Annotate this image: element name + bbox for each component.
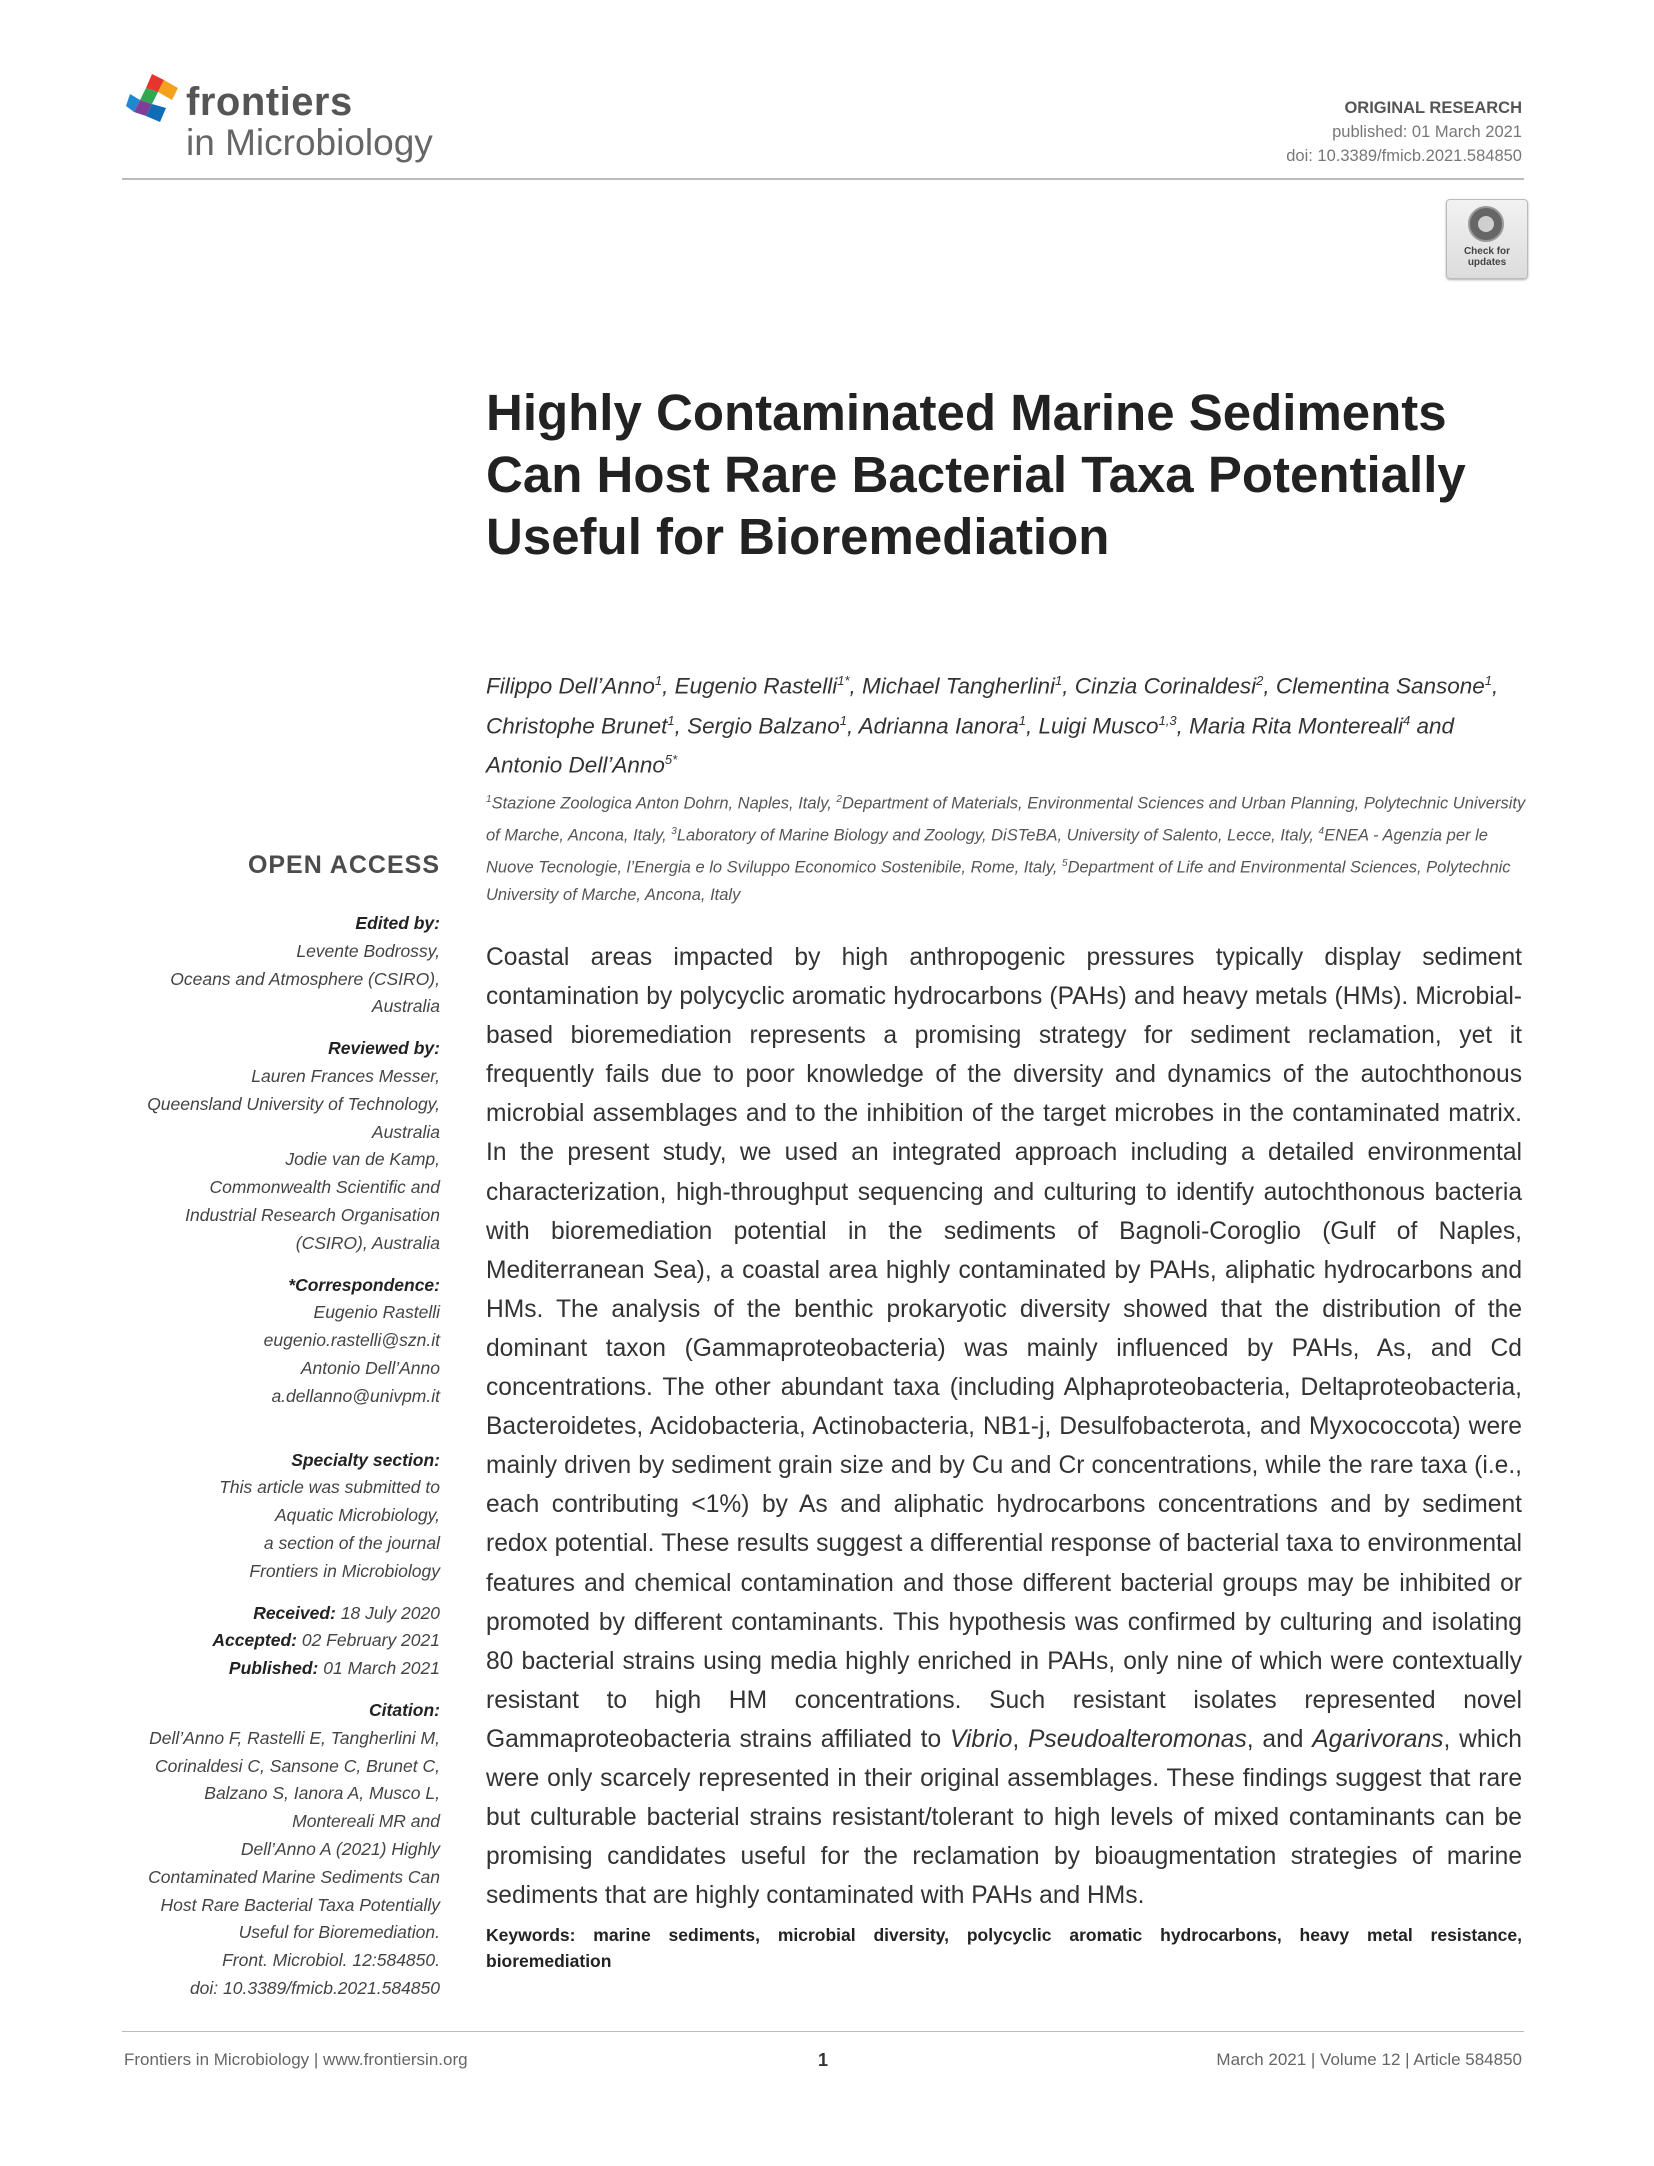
reviewed-by-line: Jodie van de Kamp, (285, 1149, 440, 1170)
affiliation-marker: 4 (1318, 826, 1325, 837)
affiliation-marker: 5 (1062, 858, 1068, 869)
correspondence-block (100, 1299, 440, 1410)
reviewed-by-block (100, 1063, 440, 1258)
specialty-section-heading: Specialty section: (291, 1449, 440, 1470)
journal-logo (122, 64, 462, 184)
author-affiliation-marker: 1* (837, 673, 850, 688)
footer-issue: March 2021 | Volume 12 | Article 584850 (1216, 2050, 1522, 2069)
author-separator: , (674, 713, 688, 738)
abstract-text-2: , which were only scarcely represented in their original assemblages. These findings suggest that rare but culturable bacterial strains resistant/tolerant to high levels of mixed contaminants can be promising candidates useful for the reclamation by bioaugmentation strategies of marine sediments that are highly contaminated with PAHs and HMs. (486, 1725, 1522, 1910)
page-number: 1 (818, 2050, 829, 2070)
reviewed-by-line: Lauren Frances Messer, (251, 1065, 440, 1086)
author-separator: , (846, 713, 859, 738)
edited-by-block (100, 938, 440, 1021)
author-name: Adrianna Ianora (858, 713, 1019, 738)
date-label: Accepted: (212, 1630, 297, 1651)
author-separator: , (1263, 673, 1276, 699)
date-label: Received: (253, 1602, 336, 1623)
abstract-separator: , (1012, 1725, 1029, 1753)
affiliation-list (486, 786, 1531, 910)
affiliation-text: Stazione Zoologica Anton Dohrn, Naples, Italy, (491, 794, 837, 813)
correspondence-line: a.dellanno@univpm.it (271, 1385, 440, 1406)
check-updates-icon (1468, 206, 1504, 242)
author-affiliation-marker: 1 (839, 712, 847, 728)
affiliation-text: Department of Life and Environmental Sciences, Polytechnic University of Marche, Ancona, Italy (486, 858, 1511, 904)
specialty-line: a section of the journal (263, 1532, 440, 1553)
author-affiliation-marker: 1,3 (1158, 712, 1177, 728)
correspondence-line: eugenio.rastelli@szn.it (263, 1330, 440, 1351)
author-separator: , (1176, 713, 1190, 738)
author-affiliation-marker: 1 (667, 712, 675, 728)
author-name: Eugenio Rastelli (674, 673, 838, 699)
citation-line: Host Rare Bacterial Taxa Potentially (160, 1894, 440, 1915)
author-name: Cinzia Corinaldesi (1074, 673, 1257, 699)
reviewed-by-line: Commonwealth Scientific and (209, 1177, 440, 1198)
genus-pseudoalteromonas: Pseudoalteromonas (1028, 1725, 1247, 1753)
reviewed-by-line: Australia (371, 1121, 440, 1142)
published-date: published: 01 March 2021 (1332, 123, 1522, 141)
author-affiliation-marker: 1 (1484, 673, 1493, 688)
edited-by-heading: Edited by: (355, 913, 440, 933)
reviewed-by-line: Queensland University of Technology, (147, 1093, 440, 1114)
affiliation-marker: 2 (836, 794, 842, 805)
author-affiliation-marker: 5* (664, 752, 678, 767)
abstract (486, 938, 1522, 1915)
correspondence-heading: *Correspondence: (288, 1274, 440, 1295)
citation-line: Dell’Anno F, Rastelli E, Tangherlini M, (149, 1727, 440, 1748)
affiliation-text: Department of Materials, Environmental Sciences and Urban Planning, Polytechnic University of Marche, Ancona, Italy, (486, 794, 1526, 845)
keywords: Keywords: marine sediments, microbial diversity, polycyclic aromatic hydrocarbons, heavy metal resistance, bioremediation (486, 1925, 1522, 1971)
article-title: Highly Contaminated Marine Sediments Can Host Rare Bacterial Taxa Potentially Useful for Bioremediation (486, 384, 1466, 565)
logo-word-journal: in Microbiology (186, 122, 433, 163)
affiliation-text: Laboratory of Marine Biology and Zoology, DiSTeBA, University of Salento, Lecce, Italy, (676, 826, 1319, 845)
author-separator: and (1410, 713, 1455, 738)
check-for-updates-badge[interactable] (1446, 199, 1528, 279)
author-name: Antonio Dell’Anno (486, 752, 665, 778)
correspondence-line: Eugenio Rastelli (313, 1302, 440, 1323)
author-separator: , (662, 673, 675, 699)
article-meta (1286, 96, 1522, 168)
reviewed-by-heading: Reviewed by: (328, 1038, 440, 1059)
author-separator: , (1025, 713, 1039, 738)
date-row (100, 1600, 440, 1628)
citation-heading: Citation: (369, 1699, 440, 1720)
citation-line: Dell’Anno A (2021) Highly (240, 1838, 440, 1859)
affiliation-marker: 1 (486, 794, 492, 805)
author-affiliation-marker: 4 (1402, 712, 1411, 728)
author-name: Michael Tangherlini (862, 673, 1056, 699)
citation-line: Balzano S, Ianora A, Musco L, (204, 1783, 440, 1804)
author-affiliation-marker: 1 (1018, 712, 1026, 728)
specialty-line: Aquatic Microbiology, (274, 1505, 440, 1526)
open-access-label: OPEN ACCESS (247, 851, 440, 879)
check-updates-label: Check for updates (1463, 246, 1511, 268)
citation-line: Front. Microbiol. 12:584850. (222, 1950, 440, 1971)
logo-word-frontiers: frontiers (186, 80, 353, 124)
affiliation-text: ENEA - Agenzia per le Nuove Tecnologie, l’Energia e lo Sviluppo Economico Sostenibile, Rome, Italy, (486, 826, 1488, 877)
author-separator: , (1062, 673, 1075, 699)
citation-line: Montereali MR and (292, 1811, 440, 1832)
article-doi[interactable]: doi: 10.3389/fmicb.2021.584850 (1286, 147, 1522, 165)
edited-by-line: Oceans and Atmosphere (CSIRO), (170, 968, 440, 989)
author-name: Sergio Balzano (687, 713, 840, 738)
author-list (486, 664, 1526, 783)
citation-line: Useful for Bioremediation. (238, 1922, 440, 1943)
edited-by-line: Levente Bodrossy, (296, 940, 440, 961)
date-value: 02 February 2021 (301, 1630, 440, 1651)
citation-block (100, 1725, 440, 2003)
article-type: ORIGINAL RESEARCH (1344, 99, 1522, 117)
abstract-separator: , and (1246, 1725, 1313, 1753)
date-label: Published: (228, 1658, 319, 1679)
header-divider (122, 178, 1524, 180)
author-name: Maria Rita Montereali (1189, 713, 1403, 738)
correspondence-line: Antonio Dell’Anno (300, 1357, 440, 1378)
citation-line: Corinaldesi C, Sansone C, Brunet C, (155, 1755, 440, 1776)
article-sidebar (100, 910, 440, 2003)
footer-divider (122, 2031, 1524, 2032)
specialty-line: This article was submitted to (219, 1477, 440, 1498)
author-affiliation-marker: 1 (654, 673, 663, 688)
author-name: Luigi Musco (1038, 713, 1159, 738)
author-separator: , (1492, 673, 1499, 699)
citation-line: doi: 10.3389/fmicb.2021.584850 (189, 1977, 440, 1998)
author-affiliation-marker: 2 (1256, 673, 1264, 688)
genus-agarivorans: Agarivorans (1312, 1725, 1444, 1753)
author-name: Filippo Dell’Anno (486, 673, 655, 699)
footer-journal[interactable]: Frontiers in Microbiology | www.frontiersin.org (124, 2050, 468, 2069)
reviewed-by-line: (CSIRO), Australia (295, 1232, 440, 1253)
citation-line: Contaminated Marine Sediments Can (148, 1866, 440, 1887)
author-name: Clementina Sansone (1275, 673, 1485, 699)
frontiers-logo-icon (122, 70, 182, 130)
abstract-text-1: Coastal areas impacted by high anthropogenic pressures typically display sediment contamination by polycyclic aromatic hydrocarbons (PAHs) and heavy metals (HMs). Microbial-based bioremediation represents a promising strategy for sediment reclamation, yet it frequently fails due to poor knowledge of the diversity and dynamics of the autochthonous microbial assemblages and to the inhibition of the target microbes in the contaminated matrix. In the present study, we used an integrated approach including a detailed environmental characterization, high-throughput sequencing and culturing to identify autochthonous bacteria with bioremediation potential in the sediments of Bagnoli-Coroglio (Gulf of Naples, Mediterranean Sea), a coastal area highly contaminated by PAHs, aliphatic hydrocarbons and HMs. The analysis of the benthic prokaryotic diversity showed that the distribution of the dominant taxon (Gammaproteobacteria) was mainly influenced by PAHs, As, and Cd concentrations. The other abundant taxa (including Alphaproteobacteria, Deltaproteobacteria, Bacteroidetes, Acidobacteria, Actinobacteria, NB1-j, Desulfobacterota, and Myxococcota) were mainly driven by sediment grain size and by Cu and Cr concentrations, while the rare taxa (i.e., each contributing <1%) by As and aliphatic hydrocarbons concentrations and by sediment redox potential. These results suggest a differential response of bacterial taxa to environmental features and chemical contamination and those different bacterial groups may be inhibited or promoted by different contaminants. This hypothesis was confirmed by culturing and isolating 80 bacterial strains using media highly enriched in PAHs, only nine of which were contextually resistant to high HM concentrations. Such resistant isolates represented novel Gammaproteobacteria strains affiliated to (486, 944, 1522, 1753)
specialty-section-block (100, 1474, 440, 1585)
affiliation-marker: 3 (671, 826, 677, 837)
date-value: 01 March 2021 (323, 1658, 440, 1679)
edited-by-line: Australia (371, 996, 440, 1017)
article-dates (100, 1600, 440, 1683)
specialty-line: Frontiers in Microbiology (249, 1560, 440, 1581)
date-value: 18 July 2020 (340, 1602, 440, 1623)
author-affiliation-marker: 1 (1055, 673, 1063, 688)
genus-vibrio: Vibrio (949, 1725, 1013, 1753)
reviewed-by-line: Industrial Research Organisation (185, 1204, 440, 1225)
author-separator: , (849, 673, 863, 699)
date-row (100, 1627, 440, 1655)
author-name: Christophe Brunet (486, 713, 668, 738)
date-row (100, 1655, 440, 1683)
